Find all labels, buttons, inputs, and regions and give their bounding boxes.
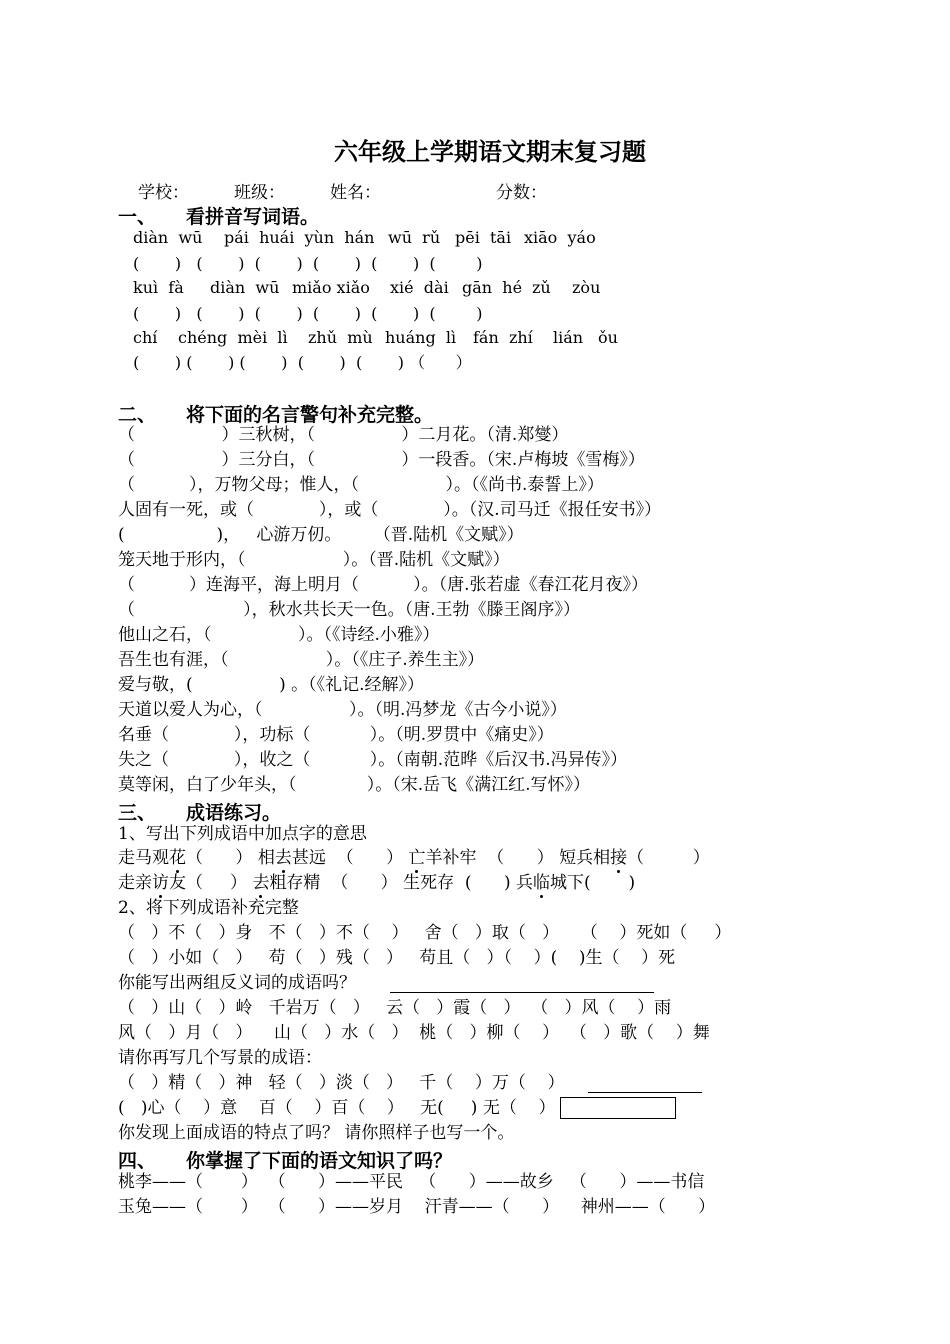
pinyin-3-6: lián xyxy=(553,328,584,347)
dotted-char: 去 xyxy=(252,873,270,893)
idiom-fill-row: （ ）小如（ ） 苟（ ）残（ ） 苟且（ ）（ ）( )生（ ）死 xyxy=(118,948,676,968)
section-1-number: 一、 xyxy=(118,206,157,228)
dotted-char: 花 xyxy=(169,848,186,868)
quote-line: 吾生也有涯，（ ）。（《庄子.养生主》） xyxy=(118,650,485,670)
quote-line: 名垂（ ），功标（ ）。（明.罗贯中《痛史》） xyxy=(118,725,554,745)
pinyin-2-7: zòu xyxy=(572,278,601,297)
pinyin-2-6: zǔ xyxy=(532,278,551,297)
quote-line: （ ），万物父母；惟人，（ ）。（《尚书.泰誓上》） xyxy=(118,475,604,495)
quote-line: （ ），秋水共长天一色。（唐.王勃《滕王阁序》） xyxy=(118,600,580,620)
knowledge-row-2: 玉兔——（ ） （ ）——岁月 汗青——（ ） 神州——（ ） xyxy=(118,1197,716,1217)
dotted-char: 访 xyxy=(152,873,169,893)
dotted-char: 亡 xyxy=(408,848,426,868)
pinyin-3-5: fán zhí xyxy=(473,328,533,347)
pinyin-1-3: wū rǔ xyxy=(388,228,441,247)
pinyin-2-4: xié dài xyxy=(390,278,449,297)
quote-line: 失之（ ），收之（ ）。（南朝.范晔《后汉书.冯异传》） xyxy=(118,750,628,770)
idiom-question-2: 2、将下列成语补充完整 xyxy=(118,898,299,918)
section-3-title: 成语练习。 xyxy=(186,802,282,824)
pinyin-1-2: pái huái yùn hán xyxy=(224,228,375,247)
section-4-number: 四、 xyxy=(118,1150,157,1172)
score-label: 分数： xyxy=(496,183,547,203)
pinyin-3-4: huáng lì xyxy=(385,328,457,347)
answer-underline xyxy=(390,992,654,993)
pinyin-1-4: pēi tāi xyxy=(455,228,512,247)
idiom-question-1: 1、写出下列成语中加点字的意思 xyxy=(118,824,367,844)
answer-box xyxy=(560,1097,676,1119)
pinyin-3-3: zhǔ mù xyxy=(308,328,373,347)
idiom-meaning-row-2: 走亲访友（ ） 去粗存精 （ ） 生死存 ( ) 兵临城下( ) xyxy=(118,873,636,893)
idiom-fill-row: ( )心（ ）意 百（ ）百（ ） 无( ) 无（ ） xyxy=(118,1098,556,1118)
class-label: 班级： xyxy=(234,183,285,203)
pinyin-1-1: diàn wū xyxy=(133,228,203,247)
section-2-heading xyxy=(118,400,433,427)
section-2-title: 将下面的名言警句补充完整。 xyxy=(186,404,434,426)
pattern-question: 你发现上面成语的特点了吗？ 请你照样子也写一个。 xyxy=(118,1123,515,1143)
pinyin-blanks-3: ( ) ( ) ( ) ( ) ( ) （ ） xyxy=(128,353,472,372)
pinyin-2-2: diàn wū xyxy=(210,278,280,297)
quote-line: 人固有一死，或（ ），或（ ）。（汉.司马迁《报任安书》） xyxy=(118,500,662,520)
section-3-heading xyxy=(118,798,281,825)
scene-question: 请你再写几个写景的成语： xyxy=(118,1048,322,1068)
quote-line: （ ）三分白，（ ）一段香。（宋.卢梅坡《雪梅》） xyxy=(118,450,645,470)
answer-underline xyxy=(588,1092,702,1093)
quote-line: 天道以爱人为心，（ ）。（明.冯梦龙《古今小说》） xyxy=(118,700,567,720)
page-title: 六年级上学期语文期末复习题 xyxy=(334,137,646,166)
quote-line: 他山之石，（ ）。（《诗经.小雅》） xyxy=(118,625,440,645)
idiom-fill-row: （ ）不（ ）身 不（ ）不（ ） 舍（ ）取（ ） （ ）死如（ ） xyxy=(118,923,732,943)
idiom-fill-row: （ ）山（ ）岭 千岩万（ ） 云（ ）霞（ ） （ ）风（ ）雨 xyxy=(118,998,672,1018)
section-1-title: 看拼音写词语。 xyxy=(186,206,320,228)
knowledge-row-1: 桃李——（ ） （ ）——平民 （ ）——故乡 （ ）——书信 xyxy=(118,1172,705,1192)
quote-line: 莫等闲，白了少年头，（ ）。（宋.岳飞《满江红.写怀》） xyxy=(118,775,591,795)
pinyin-3-7: ǒu xyxy=(598,328,618,347)
antonym-question: 你能写出两组反义词的成语吗？ xyxy=(118,973,356,993)
section-1-heading xyxy=(118,202,319,229)
section-3-number: 三、 xyxy=(118,802,157,824)
pinyin-blanks-2: ( ) ( ) ( ) ( ) ( ) ( ) xyxy=(133,304,483,323)
pinyin-1-5: xiāo yáo xyxy=(524,228,596,247)
pinyin-3-1: chí xyxy=(133,328,158,347)
section-2-number: 二、 xyxy=(118,404,157,426)
dotted-char: 接 xyxy=(610,848,628,868)
idiom-fill-row: （ ）精（ ）神 轻（ ）淡（ ） 千（ ）万（ ） xyxy=(118,1073,565,1093)
quote-line: ( )， 心游万仞。 （晋.陆机《文赋》） xyxy=(118,525,524,545)
quote-line: 爱与敬，( ) 。（《礼记.经解》） xyxy=(118,675,425,695)
quote-line: （ ）三秋树，（ ）二月花。（清.郑燮） xyxy=(118,425,569,445)
school-label: 学校： xyxy=(138,183,189,203)
section-4-title: 你掌握了下面的语文知识了吗？ xyxy=(186,1150,453,1172)
name-label: 姓名： xyxy=(330,183,381,203)
pinyin-2-3: miǎo xiǎo xyxy=(292,278,370,297)
idiom-fill-row: 风（ ）月（ ） 山（ ）水（ ） 桃（ ）柳（ ） （ ）歌（ ）舞 xyxy=(118,1023,710,1043)
quote-line: 笼天地于形内，（ ）。（晋.陆机《文赋》） xyxy=(118,550,510,570)
pinyin-2-5: gān hé xyxy=(462,278,523,297)
quote-line: （ ）连海平，海上明月（ ）。（唐.张若虚《春江花月夜》） xyxy=(118,575,648,595)
pinyin-blanks-1: ( ) ( ) ( ) ( ) ( ) ( ) xyxy=(133,254,483,273)
dotted-char: 临 xyxy=(532,873,550,893)
pinyin-2-1: kuì fà xyxy=(133,278,184,297)
dotted-char: 去 xyxy=(274,848,292,868)
section-4-heading xyxy=(118,1146,452,1173)
pinyin-3-2: chéng mèi lì xyxy=(178,328,288,347)
idiom-meaning-row-1: 走马观花（ ） 相去甚远 （ ） 亡羊补牢 （ ） 短兵相接（ ） xyxy=(118,848,710,868)
